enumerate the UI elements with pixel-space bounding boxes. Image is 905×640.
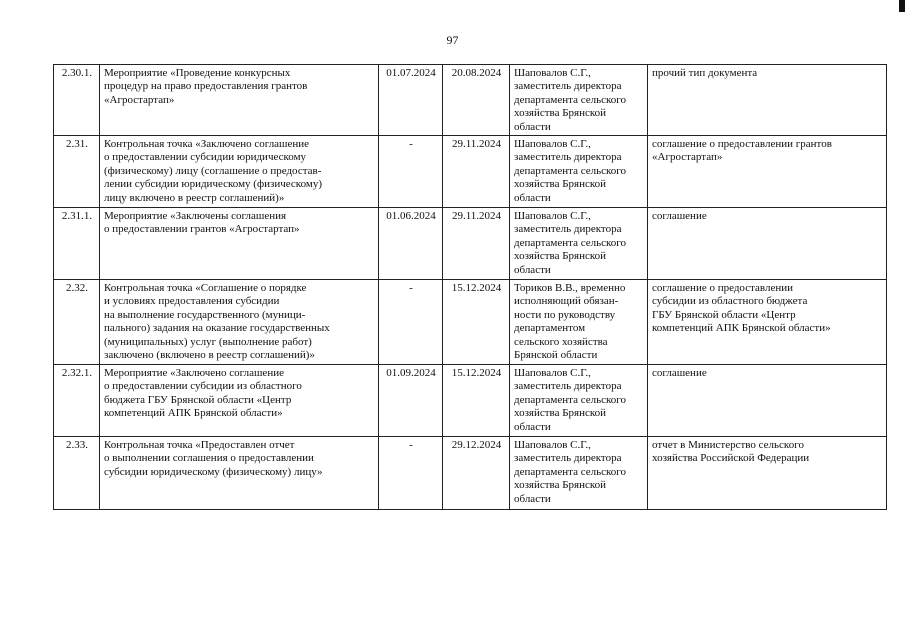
row-end-date: 29.12.2024 xyxy=(443,437,510,510)
row-end-date: 29.11.2024 xyxy=(443,136,510,208)
row-number: 2.31.1. xyxy=(54,208,100,280)
row-start-date: 01.09.2024 xyxy=(379,365,443,437)
row-start-date: - xyxy=(379,136,443,208)
table-row xyxy=(54,136,887,208)
page-number: 97 xyxy=(446,33,459,47)
row-responsible: Шаповалов С.Г., заместитель директора департамента сельского хозяйства Брянской области xyxy=(510,65,648,136)
row-number: 2.32. xyxy=(54,280,100,365)
row-responsible: Шаповалов С.Г., заместитель директора департамента сельского хозяйства Брянской области xyxy=(510,437,648,510)
row-title: Мероприятие «Заключено соглашение о предоставлении субсидии из областного бюджета ГБУ Брянской области «Центр компетенций АПК Брянской области» xyxy=(100,365,379,437)
row-end-date: 29.11.2024 xyxy=(443,208,510,280)
row-start-date: - xyxy=(379,437,443,510)
row-result: соглашение о предоставлении грантов «Агростартап» xyxy=(648,136,887,208)
row-number: 2.30.1. xyxy=(54,65,100,136)
row-responsible: Шаповалов С.Г., заместитель директора департамента сельского хозяйства Брянской области xyxy=(510,136,648,208)
row-result: соглашение xyxy=(648,365,887,437)
row-number: 2.32.1. xyxy=(54,365,100,437)
row-result: отчет в Министерство сельского хозяйства Российской Федерации xyxy=(648,437,887,510)
row-title: Мероприятие «Проведение конкурсных процедур на право предоставления грантов «Агростартап» xyxy=(100,65,379,136)
table-row xyxy=(54,365,887,437)
page-corner-mark xyxy=(899,0,905,12)
row-title: Контрольная точка «Предоставлен отчет о выполнении соглашения о предоставлении субсидии юридическому (физическому) лицу» xyxy=(100,437,379,510)
row-title: Мероприятие «Заключены соглашения о предоставлении грантов «Агростартап» xyxy=(100,208,379,280)
table-row xyxy=(54,437,887,510)
row-start-date: - xyxy=(379,280,443,365)
row-end-date: 15.12.2024 xyxy=(443,365,510,437)
row-result: прочий тип документа xyxy=(648,65,887,136)
row-number: 2.33. xyxy=(54,437,100,510)
row-end-date: 15.12.2024 xyxy=(443,280,510,365)
row-responsible: Шаповалов С.Г., заместитель директора департамента сельского хозяйства Брянской области xyxy=(510,365,648,437)
table-row xyxy=(54,208,887,280)
row-responsible: Шаповалов С.Г., заместитель директора департамента сельского хозяйства Брянской области xyxy=(510,208,648,280)
row-result: соглашение xyxy=(648,208,887,280)
row-responsible: Ториков В.В., временно исполняющий обязан- ности по руководству департаментом сельского хозяйства Брянской области xyxy=(510,280,648,365)
row-start-date: 01.06.2024 xyxy=(379,208,443,280)
row-number: 2.31. xyxy=(54,136,100,208)
table-row xyxy=(54,65,887,136)
row-title: Контрольная точка «Заключено соглашение о предоставлении субсидии юридическому (физическому) лицу (соглашение о предостав- лении субсидии юридическому (физическому) лицу включено в реестр соглашений)» xyxy=(100,136,379,208)
row-title: Контрольная точка «Соглашение о порядке и условиях предоставления субсидии на выполнение государственного (муници- пального) задания на оказание государственных (муниципальных) услуг (выполнение работ) заключено (включено в реестр соглашений)» xyxy=(100,280,379,365)
row-result: соглашение о предоставлении субсидии из областного бюджета ГБУ Брянской области «Центр компетенций АПК Брянской области» xyxy=(648,280,887,365)
row-end-date: 20.08.2024 xyxy=(443,65,510,136)
plan-table xyxy=(53,64,887,510)
table-row xyxy=(54,280,887,365)
row-start-date: 01.07.2024 xyxy=(379,65,443,136)
